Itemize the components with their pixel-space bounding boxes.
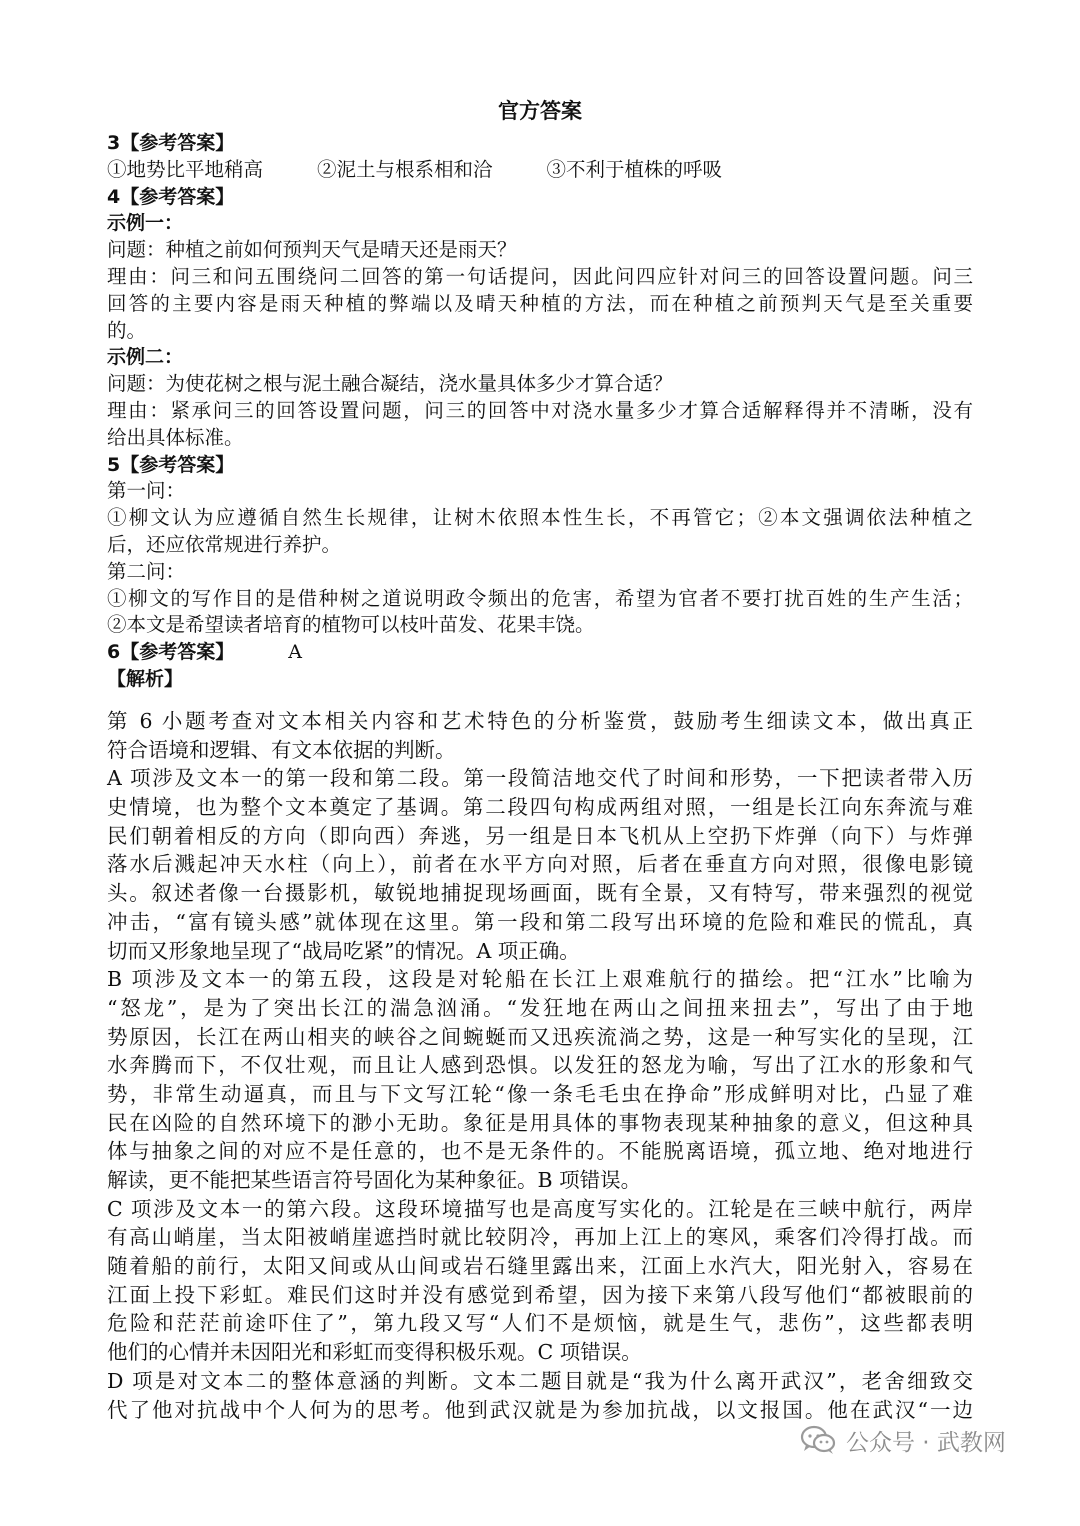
watermark <box>800 1420 1006 1460</box>
analysis-line: 随着船的前行，太阳又间或从山间或岩石缝里露出来，江面上水汽大，阳光射入，容易在 <box>107 1254 973 1279</box>
q4-example1-label: 示例一： <box>107 212 184 235</box>
analysis-line: 史情境，也为整个文本奠定了基调。第二段四句构成两组对照，一组是长江向东奔流与难 <box>107 795 973 820</box>
q4-example2-question: 问题：为使花树之根与泥土融合凝结，浇水量具体多少才算合适？ <box>107 372 673 396</box>
q3-heading: 3【参考答案】 <box>107 132 235 154</box>
analysis-line: 解读，更不能把某些语言符号固化为某种象征。B 项错误。 <box>107 1168 642 1192</box>
q5-part1-line: ①柳文认为应遵循自然生长规律，让树木依照本性生长，不再管它；②本文强调依法种植之 <box>107 506 973 530</box>
q5-part2-line: ①柳文的写作目的是借种树之道说明政令频出的危害，希望为官者不要打扰百姓的生产生活； <box>107 586 973 610</box>
analysis-line: 符合语境和逻辑、有文本依据的判断。 <box>107 737 456 762</box>
analysis-line: C 项涉及文本一的第六段。这段环境描写也是高度写实化的。江轮是在三峡中航行，两岸 <box>107 1196 973 1221</box>
analysis-line: 冲击，“富有镜头感”就体现在这里。第一段和第二段写出环境的危险和难民的慌乱，真 <box>107 909 973 934</box>
q4-example1-question: 问题：种植之前如何预判天气是晴天还是雨天？ <box>107 238 517 262</box>
q5-part2-label: 第二问： <box>107 559 186 583</box>
q6-analysis-heading: 【解析】 <box>107 667 184 690</box>
wechat-logo-icon <box>800 1425 836 1455</box>
analysis-line: 江面上投下彩虹。难民们这时并没有感觉到希望，因为接下来第八段写他们“都被眼前的 <box>107 1282 973 1307</box>
analysis-line: 水奔腾而下，不仅壮观，而且让人感到恐惧。以发狂的怒龙为喻，写出了江水的形象和气 <box>107 1053 973 1078</box>
q4-example1-reason-line: 回答的主要内容是雨天种植的弊端以及晴天种植的方法，而在种植之前预判天气是至关重要 <box>107 291 973 315</box>
q4-example2-reason-line: 理由：紧承问三的回答设置问题，问三的回答中对浇水量多少才算合适解释得并不清晰，没有 <box>107 398 973 422</box>
q5-heading: 5【参考答案】 <box>107 453 235 476</box>
watermark-text: 公众号 · 武教网 <box>846 1429 1006 1456</box>
q5-part1-label: 第一问： <box>107 479 186 503</box>
q6-heading <box>107 639 973 666</box>
q6-answer-value: A <box>288 641 302 664</box>
analysis-line: B 项涉及文本一的第五段，这段是对轮船在长江上艰难航行的描绘。把“江水”比喻为 <box>107 967 973 992</box>
q4-heading: 4【参考答案】 <box>107 185 235 208</box>
analysis-line: 体与抽象之间的对应不是任意的，也不是无条件的。不能脱离语境，孤立地、绝对地进行 <box>107 1139 973 1164</box>
analysis-line: “怒龙”，是为了突出长江的湍急汹涌。“发狂地在两山之间扭来扭去”，写出了由于地 <box>107 995 973 1020</box>
q4-example2-reason-line: 给出具体标准。 <box>107 425 244 449</box>
analysis-line: 势，非常生动逼真，而且与下文写江轮“像一条毛毛虫在挣命”形成鲜明对比，凸显了难 <box>107 1081 973 1106</box>
q5-part1-line: 后，还应依常规进行养护。 <box>107 532 342 556</box>
q3-option: ①地势比平地稍高 <box>107 157 264 181</box>
analysis-line: D 项是对文本二的整体意涵的判断。文本二题目就是“我为什么离开武汉”，老舍细致交 <box>107 1368 973 1393</box>
answers-upper <box>107 130 973 693</box>
q3-option: ②泥土与根系相和洽 <box>317 157 493 181</box>
q3-option: ③不利于植株的呼吸 <box>546 157 723 181</box>
analysis-line: 切而又形象地呈现了“战局吃紧”的情况。A 项正确。 <box>107 938 580 963</box>
q6-analysis-body <box>107 707 973 1424</box>
analysis-line: 他们的心情并未因阳光和彩虹而变得积极乐观。C 项错误。 <box>107 1340 642 1365</box>
analysis-line: 危险和茫茫前途吓住了”，第九段又写“人们不是烦恼，就是生气，悲伤”，这些都表明 <box>107 1311 973 1336</box>
analysis-line: A 项涉及文本一的第一段和第二段。第一段简洁地交代了时间和形势，一下把读者带入历 <box>107 766 973 791</box>
analysis-line: 第 6 小题考查对文本相关内容和艺术特色的分析鉴赏，鼓励考生细读文本，做出真正 <box>107 709 973 733</box>
q4-example1-reason-line: 理由：问三和问五围绕问二回答的第一句话提问，因此问四应针对问三的回答设置问题。问三 <box>107 264 973 288</box>
analysis-line: 民们朝着相反的方向（即向西）奔逃，另一组是日本飞机从上空扔下炸弹（向下）与炸弹 <box>107 823 973 848</box>
q3-options <box>107 157 973 184</box>
analysis-line: 有高山峭崖，当太阳被峭崖遮挡时就比较阴冷，再加上江上的寒风，乘客们冷得打战。而 <box>107 1225 973 1250</box>
analysis-line: 代了他对抗战中个人何为的思考。他到武汉就是为参加抗战，以文报国。他在武汉“一边 <box>107 1397 973 1422</box>
q5-part2-line: ②本文是希望读者培育的植物可以枝叶苗发、花果丰饶。 <box>107 613 595 637</box>
analysis-line: 落水后溅起冲天水柱（向上），前者在水平方向对照，后者在垂直方向对照，很像电影镜 <box>107 852 973 877</box>
analysis-line: 势原因，长江在两山相夹的峡谷之间蜿蜒而又迅疾流淌之势，这是一种写实化的呈现，江 <box>107 1024 973 1049</box>
q4-example1-reason-line: 的。 <box>107 318 147 342</box>
page-title: 官方答案 <box>498 99 582 123</box>
q4-example2-label: 示例二： <box>107 346 184 369</box>
analysis-line: 头。叙述者像一台摄影机，敏锐地捕捉现场画面，既有全景，又有特写，带来强烈的视觉 <box>107 881 973 906</box>
analysis-line: 民在凶险的自然环境下的渺小无助。象征是用具体的事物表现某种抽象的意义，但这种具 <box>107 1110 973 1135</box>
q6-heading-label: 6【参考答案】 <box>107 641 235 664</box>
